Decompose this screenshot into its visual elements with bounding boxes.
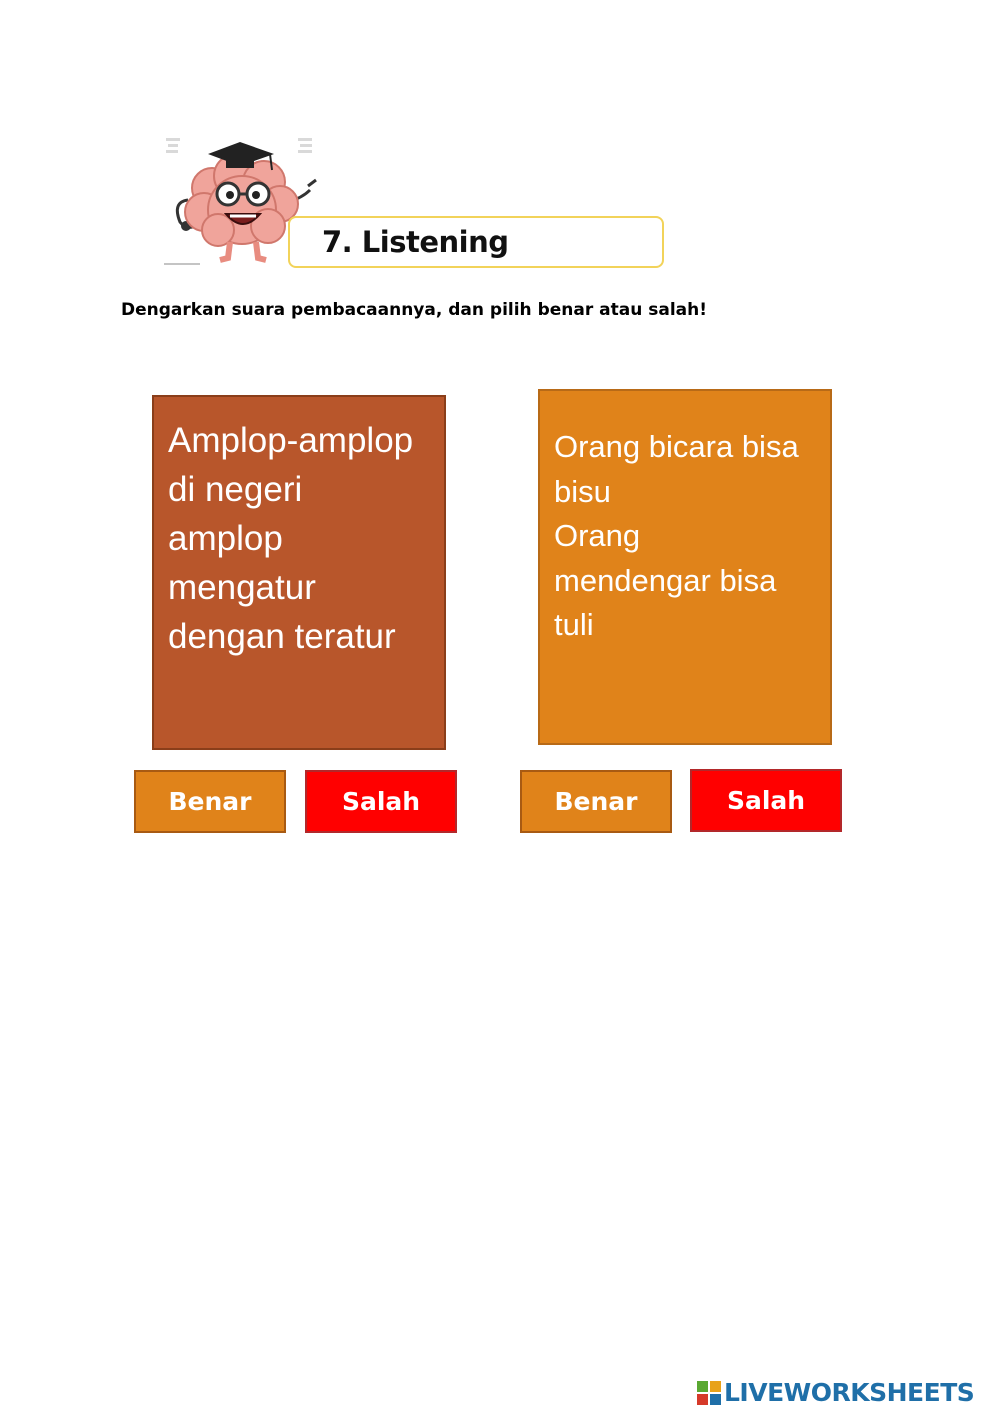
statement-line: Amplop-amplop (168, 421, 414, 460)
liveworksheets-logo[interactable] (697, 1378, 974, 1407)
statement-text-2 (554, 425, 816, 648)
statement-line: tuli (554, 607, 594, 642)
statement-line: dengan teratur (168, 617, 396, 656)
statement-line: mengatur (168, 568, 316, 607)
brand-name: LIVEWORKSHEETS (724, 1378, 975, 1407)
statement-line: Orang bicara bisa (554, 429, 799, 464)
statement-line: Orang (554, 518, 641, 553)
section-title: 7. Listening (322, 225, 509, 259)
statement-line: amplop (168, 519, 283, 558)
statement-card-2 (538, 389, 832, 745)
section-title-box (288, 216, 664, 268)
statement-card-1 (152, 395, 446, 750)
benar-button-2[interactable]: Benar (520, 770, 672, 833)
statement-line: mendengar bisa (554, 562, 777, 598)
statement-line: bisu (554, 473, 611, 509)
salah-button-2[interactable]: Salah (690, 769, 842, 832)
salah-button-1[interactable]: Salah (305, 770, 457, 833)
instruction-text: Dengarkan suara pembacaannya, dan pilih benar atau salah! (121, 300, 707, 320)
benar-button-1[interactable]: Benar (134, 770, 286, 833)
statement-text-1 (168, 416, 430, 661)
statement-line: di negeri (168, 470, 303, 509)
liveworksheets-logo-icon (697, 1381, 721, 1405)
